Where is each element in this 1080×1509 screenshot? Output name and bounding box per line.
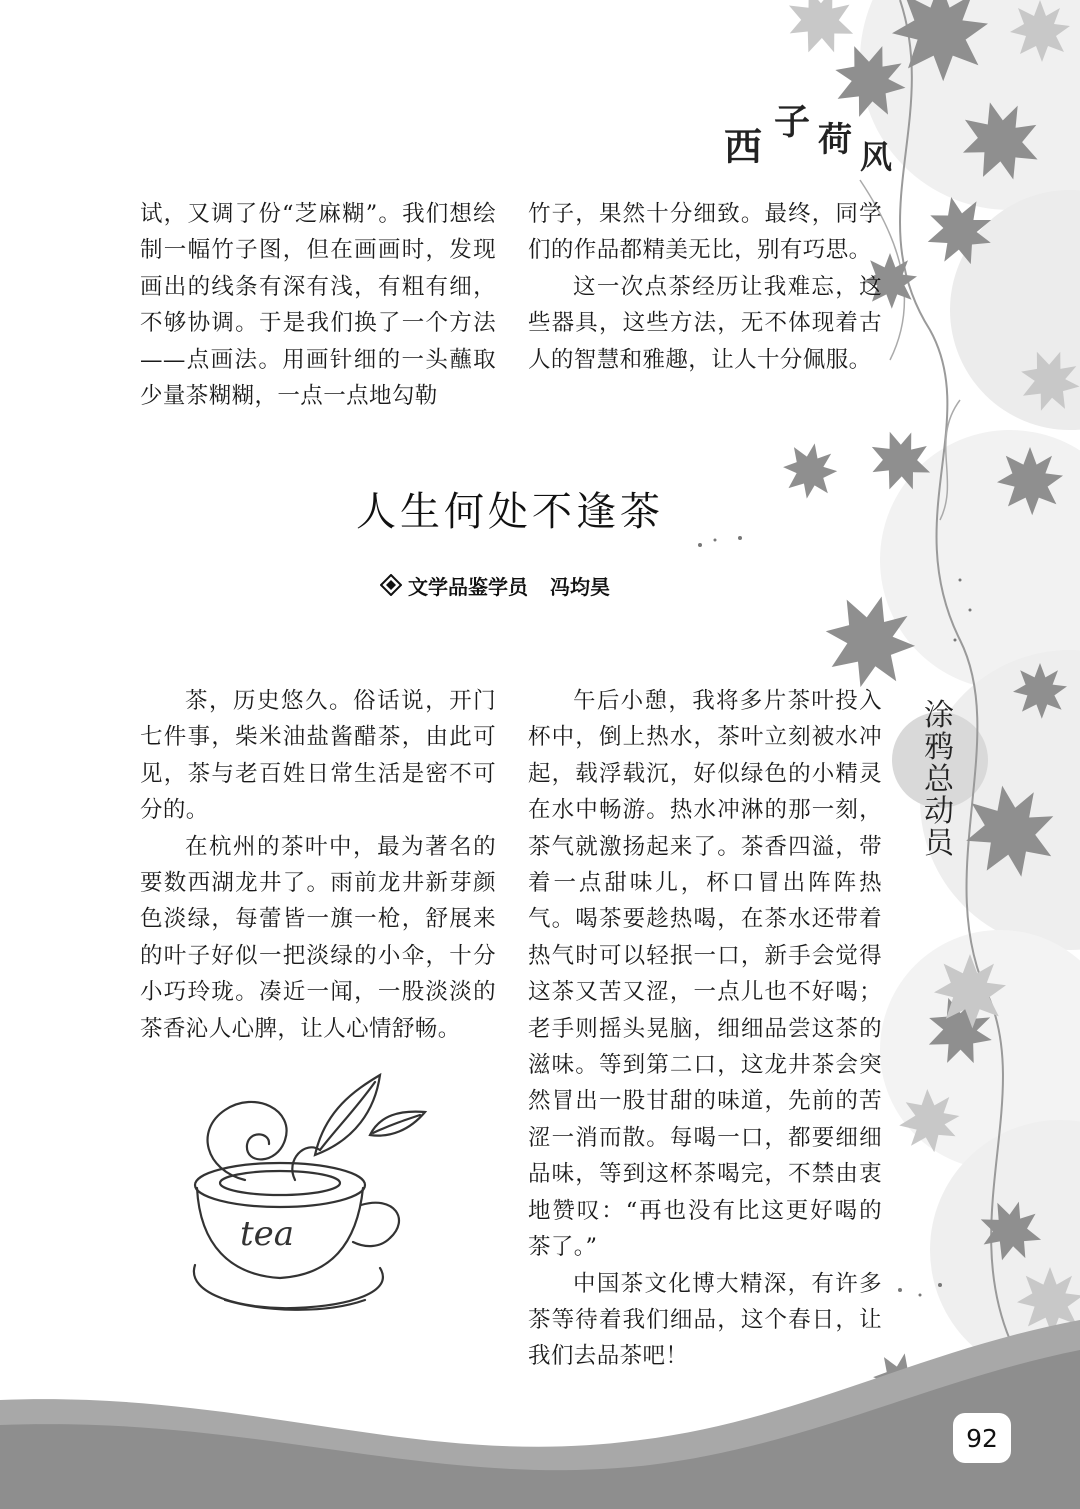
previous-article-right-column (528, 196, 882, 378)
byline-role: 文学品鉴学员 (408, 574, 528, 599)
previous-article-left-column (140, 196, 496, 414)
paragraph: 试，又调了份“芝麻糊”。我们想绘制一幅竹子图，但在画画时，发现画出的线条有深有浅，有粗有细，不够协调。于是我们换了一个方法——点画法。用画针细的一头蘸取少量茶糊糊，一点一点地勾勒 (140, 201, 496, 410)
tea-cup-illustration (185, 1070, 435, 1330)
article-right-column (528, 683, 882, 1375)
byline (380, 570, 680, 600)
section-logo (718, 94, 903, 174)
page-number: 92 (953, 1413, 1011, 1463)
column-tag-char: 员 (924, 826, 954, 861)
column-tag-char: 涂 (924, 698, 954, 733)
paragraph: 午后小憩，我将多片茶叶投入杯中，倒上热水，茶叶立刻被水冲起，载浮载沉，好似绿色的小精灵在水中畅游。热水冲淋的那一刻，茶气就激扬起来了。茶香四溢，带着一点甜味儿，杯口冒出阵阵热气。喝茶要趁热喝，在茶水还带着热气时可以轻抿一口，新手会觉得这茶又苦又涩，一点儿也不好喝；老手则摇头晃脑，细细品尝这茶的滋味。等到第二口，这龙井茶会突然冒出一股甘甜的味道，先前的苦涩一消而散。每喝一口，都要细细品味，等到这杯茶喝完，不禁由衷地赞叹：“再也没有比这更好喝的茶了。” (528, 688, 882, 1261)
section-logo-char: 荷 (818, 120, 852, 160)
cup-label: tea (240, 1214, 295, 1254)
paragraph: 竹子，果然十分细致。最终，同学们的作品都精美无比，别有巧思。 (528, 201, 882, 264)
diamond-bullet-icon (380, 574, 402, 596)
paragraph: 在杭州的茶叶中，最为著名的要数西湖龙井了。雨前龙井新芽颜色淡绿，每蕾皆一旗一枪，舒展来的叶子好似一把淡绿的小伞，十分小巧玲珑。凑近一闻，一股淡淡的茶香沁人心脾，让人心情舒畅。 (140, 833, 496, 1042)
article-left-column (140, 683, 496, 1047)
paragraph: 这一次点茶经历让我难忘，这些器具，这些方法，无不体现着古人的智慧和雅趣，让人十分佩服。 (528, 273, 882, 373)
section-logo-char: 子 (774, 102, 811, 143)
section-logo-char: 风 (860, 138, 893, 176)
paragraph: 茶，历史悠久。俗话说，开门七件事，柴米油盐酱醋茶，由此可见，茶与老百姓日常生活是密不可分的。 (140, 688, 496, 824)
section-logo-char: 西 (724, 125, 763, 169)
column-tag-char: 总 (924, 762, 954, 797)
article-title: 人生何处不逢茶 (356, 489, 664, 535)
column-tag-char: 动 (924, 794, 954, 829)
column-tag (908, 690, 968, 861)
paragraph: 中国茶文化博大精深，有许多茶等待着我们细品，这个春日，让我们去品茶吧！ (528, 1270, 882, 1370)
column-tag-char: 鸦 (924, 730, 954, 765)
byline-author: 冯均昊 (550, 574, 610, 599)
